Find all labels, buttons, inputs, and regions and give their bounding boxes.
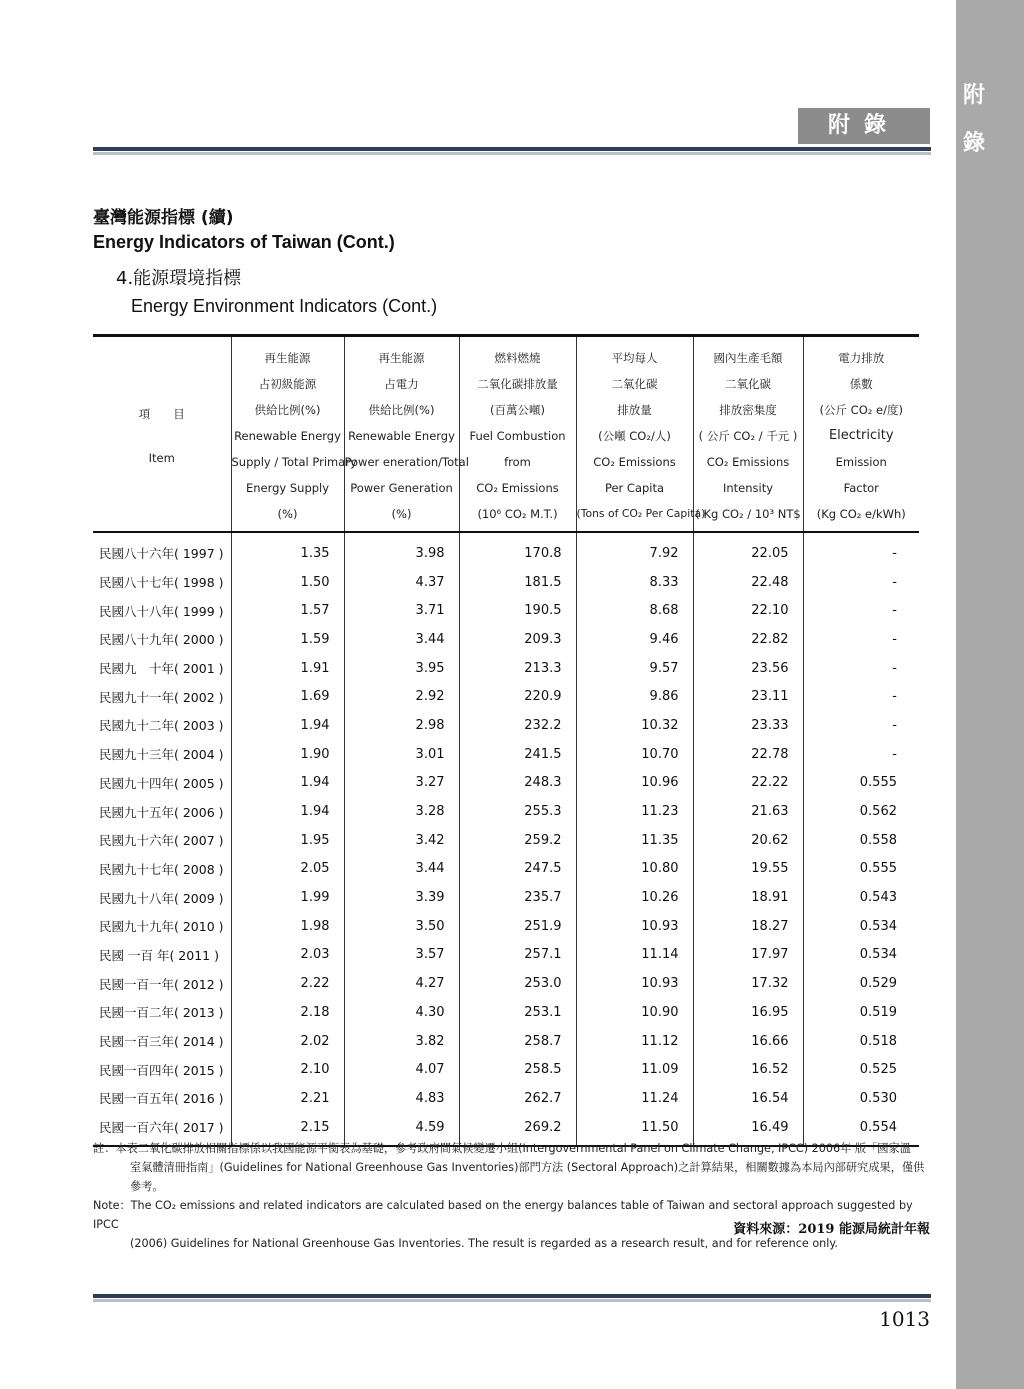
row-value-col-6: 0.558	[803, 826, 919, 855]
row-value-col-2: 3.98	[344, 532, 459, 568]
row-value-col-5: 18.27	[693, 912, 803, 941]
row-value-col-1: 2.15	[231, 1113, 344, 1147]
row-value-col-2: 3.27	[344, 769, 459, 798]
row-value-col-3: 190.5	[459, 596, 576, 625]
row-value-col-5: 16.95	[693, 998, 803, 1027]
header-col-3: 燃料燃燒 二氧化碳排放量 (百萬公噸) Fuel Combustion from CO₂ Emissions (10⁶ CO₂ M.T.)	[459, 336, 576, 533]
row-value-col-3: 248.3	[459, 769, 576, 798]
row-value-col-4: 11.14	[576, 941, 693, 970]
header-col-5: 國內生產毛額 二氧化碳 排放密集度 ( 公斤 CO₂ / 千元 ) CO₂ Emissions Intensity ( Kg CO₂ / 10³ NT$	[693, 336, 803, 533]
row-value-col-5: 20.62	[693, 826, 803, 855]
row-value-col-2: 3.01	[344, 740, 459, 769]
row-value-col-3: 241.5	[459, 740, 576, 769]
table-row	[93, 740, 919, 769]
row-item-label: 民國九十五年( 2006 )	[99, 804, 224, 820]
row-value-col-2: 4.30	[344, 998, 459, 1027]
row-value-col-1: 1.95	[231, 826, 344, 855]
row-value-col-6: -	[803, 532, 919, 568]
row-value-col-1: 2.02	[231, 1027, 344, 1056]
row-value-col-6: -	[803, 654, 919, 683]
row-item-label: 民國一百三年( 2014 )	[99, 1034, 224, 1050]
header-col-6: 電力排放 係數 (公斤 CO₂ e/度) Electricity Emission Factor (Kg CO₂ e/kWh)	[803, 336, 919, 533]
row-value-col-3: 209.3	[459, 625, 576, 654]
row-value-col-6: 0.562	[803, 797, 919, 826]
row-value-col-1: 1.35	[231, 532, 344, 568]
row-value-col-4: 10.93	[576, 912, 693, 941]
row-value-col-2: 2.92	[344, 682, 459, 711]
row-value-col-6: 0.554	[803, 1113, 919, 1147]
row-value-col-6: 0.519	[803, 998, 919, 1027]
table-row	[93, 912, 919, 941]
header-item-en: Item	[148, 451, 175, 465]
row-value-col-3: 213.3	[459, 654, 576, 683]
row-value-col-5: 17.97	[693, 941, 803, 970]
indicator-table	[93, 334, 919, 1147]
row-value-col-5: 16.52	[693, 1055, 803, 1084]
row-value-col-6: -	[803, 625, 919, 654]
row-value-col-5: 16.54	[693, 1084, 803, 1113]
row-value-col-4: 8.33	[576, 568, 693, 597]
note-zh-line-1: 註：本表二氧化碳排放相關指標係以我國能源平衡表為基礎，參考政府間氣候變遷小組(Intergovernmental Panel on Climate Change, IPCC) 2006年 版「國家溫	[93, 1142, 911, 1155]
row-value-col-5: 23.56	[693, 654, 803, 683]
row-value-col-1: 1.94	[231, 711, 344, 740]
table-body	[93, 532, 919, 1146]
table-header-row	[93, 336, 919, 533]
row-value-col-4: 7.92	[576, 532, 693, 568]
row-value-col-5: 16.66	[693, 1027, 803, 1056]
row-item-label: 民國九十七年( 2008 )	[99, 861, 224, 877]
row-item-label: 民國八十九年( 2000 )	[99, 632, 224, 648]
side-section-label: 附錄	[962, 83, 985, 156]
row-value-col-5: 22.22	[693, 769, 803, 798]
row-value-col-5: 19.55	[693, 855, 803, 884]
table-row	[93, 855, 919, 884]
header-section-tab: 附錄	[798, 108, 930, 144]
table-row	[93, 769, 919, 798]
row-value-col-6: 0.555	[803, 769, 919, 798]
row-value-col-2: 2.98	[344, 711, 459, 740]
row-value-col-6: -	[803, 568, 919, 597]
subtitle-zh: 4.能源環境指標	[116, 268, 242, 289]
row-value-col-1: 1.50	[231, 568, 344, 597]
row-value-col-3: 235.7	[459, 883, 576, 912]
row-value-col-2: 3.44	[344, 855, 459, 884]
row-value-col-5: 16.49	[693, 1113, 803, 1147]
row-item-label: 民國九十三年( 2004 )	[99, 747, 224, 763]
row-value-col-3: 258.5	[459, 1055, 576, 1084]
row-value-col-5: 18.91	[693, 883, 803, 912]
indicator-table-container	[93, 334, 919, 1147]
row-value-col-1: 1.98	[231, 912, 344, 941]
row-item-label: 民國九 十年( 2001 )	[99, 661, 224, 677]
header-col-2: 再生能源 占電力 供給比例(%) Renewable Energy Power eneration/Total Power Generation (%)	[344, 336, 459, 533]
table-row	[93, 1084, 919, 1113]
row-value-col-1: 2.22	[231, 969, 344, 998]
row-value-col-5: 22.82	[693, 625, 803, 654]
row-value-col-1: 1.59	[231, 625, 344, 654]
row-value-col-4: 8.68	[576, 596, 693, 625]
row-value-col-2: 4.59	[344, 1113, 459, 1147]
row-value-col-3: 258.7	[459, 1027, 576, 1056]
row-item-label: 民國八十七年( 1998 )	[99, 575, 224, 591]
row-value-col-2: 4.83	[344, 1084, 459, 1113]
table-row	[93, 654, 919, 683]
row-item-label: 民國八十八年( 1999 )	[99, 603, 224, 619]
title-en: Energy Indicators of Taiwan (Cont.)	[93, 232, 395, 252]
row-value-col-1: 1.69	[231, 682, 344, 711]
row-value-col-1: 2.03	[231, 941, 344, 970]
table-row	[93, 711, 919, 740]
row-value-col-3: 259.2	[459, 826, 576, 855]
note-en-line-1: Note：The CO₂ emissions and related indicators are calculated based on the energy balances table of Taiwan and sectoral approach suggested by IPCC	[93, 1199, 913, 1231]
table-row	[93, 797, 919, 826]
row-value-col-5: 22.05	[693, 532, 803, 568]
row-value-col-4: 10.93	[576, 969, 693, 998]
side-strip	[956, 0, 1024, 1389]
row-value-col-4: 11.50	[576, 1113, 693, 1147]
row-value-col-4: 10.96	[576, 769, 693, 798]
row-value-col-5: 22.10	[693, 596, 803, 625]
row-value-col-1: 2.21	[231, 1084, 344, 1113]
row-value-col-2: 4.37	[344, 568, 459, 597]
row-item-label: 民國九十四年( 2005 )	[99, 775, 224, 791]
row-item-label: 民國九十九年( 2010 )	[99, 919, 224, 935]
row-value-col-6: -	[803, 682, 919, 711]
row-value-col-4: 10.32	[576, 711, 693, 740]
table-row	[93, 596, 919, 625]
row-value-col-1: 1.90	[231, 740, 344, 769]
row-value-col-4: 9.46	[576, 625, 693, 654]
table-row	[93, 969, 919, 998]
table-row	[93, 1027, 919, 1056]
header-col-1: 再生能源 占初級能源 供給比例(%) Renewable Energy Supply / Total Primary Energy Supply (%)	[231, 336, 344, 533]
data-source: 資料來源：2019 能源局統計年報	[733, 1222, 930, 1237]
row-value-col-1: 1.99	[231, 883, 344, 912]
row-value-col-6: 0.534	[803, 912, 919, 941]
row-item-label: 民國九十八年( 2009 )	[99, 890, 224, 906]
table-row	[93, 883, 919, 912]
row-value-col-6: 0.525	[803, 1055, 919, 1084]
row-item-label: 民國九十一年( 2002 )	[99, 689, 224, 705]
row-value-col-2: 3.57	[344, 941, 459, 970]
row-value-col-2: 3.82	[344, 1027, 459, 1056]
row-value-col-1: 1.57	[231, 596, 344, 625]
row-value-col-2: 3.28	[344, 797, 459, 826]
table-row	[93, 998, 919, 1027]
row-value-col-4: 11.12	[576, 1027, 693, 1056]
row-value-col-2: 3.44	[344, 625, 459, 654]
row-value-col-2: 3.39	[344, 883, 459, 912]
row-value-col-1: 1.94	[231, 797, 344, 826]
row-value-col-3: 269.2	[459, 1113, 576, 1147]
row-value-col-3: 253.1	[459, 998, 576, 1027]
row-value-col-3: 251.9	[459, 912, 576, 941]
row-item-label: 民國一百二年( 2013 )	[99, 1005, 224, 1021]
table-row	[93, 682, 919, 711]
row-value-col-2: 4.07	[344, 1055, 459, 1084]
row-value-col-4: 11.35	[576, 826, 693, 855]
row-value-col-3: 232.2	[459, 711, 576, 740]
row-value-col-4: 9.57	[576, 654, 693, 683]
row-value-col-4: 11.09	[576, 1055, 693, 1084]
row-value-col-1: 1.91	[231, 654, 344, 683]
row-item-label: 民國九十二年( 2003 )	[99, 718, 224, 734]
row-value-col-4: 10.26	[576, 883, 693, 912]
row-item-label: 民國一百四年( 2015 )	[99, 1062, 224, 1078]
footer-rule	[93, 1294, 931, 1298]
title-zh: 臺灣能源指標 (續)	[93, 208, 234, 228]
row-value-col-3: 253.0	[459, 969, 576, 998]
header-col-4: 平均每人 二氧化碳 排放量 (公噸 CO₂/人) CO₂ Emissions Per Capita (Tons of CO₂ Per Capita)	[576, 336, 693, 533]
row-value-col-5: 22.48	[693, 568, 803, 597]
table-row	[93, 826, 919, 855]
row-item-label: 民國九十六年( 2007 )	[99, 833, 224, 849]
row-value-col-6: -	[803, 740, 919, 769]
row-value-col-2: 3.50	[344, 912, 459, 941]
row-value-col-5: 22.78	[693, 740, 803, 769]
footer-rule-accent	[93, 1299, 931, 1302]
row-value-col-5: 21.63	[693, 797, 803, 826]
row-value-col-4: 11.24	[576, 1084, 693, 1113]
page-number: 1013	[879, 1307, 930, 1331]
note-en-line-2: (2006) Guidelines for National Greenhouse Gas Inventories. The result is regarded as a research result, and for reference only.	[130, 1237, 838, 1250]
row-value-col-4: 9.86	[576, 682, 693, 711]
header-rule-accent	[93, 152, 931, 155]
row-value-col-1: 1.94	[231, 769, 344, 798]
note-zh-line-2: 室氣體清冊指南」(Guidelines for National Greenhouse Gas Inventories)部門方法 (Sectoral Approach)之計算結果，相關數據為本局內部研究成果，僅供參考。	[130, 1161, 925, 1193]
header-rule	[93, 147, 931, 151]
row-value-col-5: 23.11	[693, 682, 803, 711]
row-value-col-2: 3.95	[344, 654, 459, 683]
row-value-col-4: 10.80	[576, 855, 693, 884]
row-value-col-6: 0.529	[803, 969, 919, 998]
header-item-zh: 項 目	[138, 407, 185, 421]
row-value-col-2: 3.42	[344, 826, 459, 855]
row-value-col-6: 0.555	[803, 855, 919, 884]
header-item	[93, 336, 231, 533]
row-value-col-3: 257.1	[459, 941, 576, 970]
row-value-col-4: 11.23	[576, 797, 693, 826]
row-value-col-2: 3.71	[344, 596, 459, 625]
row-value-col-3: 255.3	[459, 797, 576, 826]
row-value-col-3: 262.7	[459, 1084, 576, 1113]
row-value-col-1: 2.05	[231, 855, 344, 884]
row-value-col-6: 0.530	[803, 1084, 919, 1113]
row-item-label: 民國一百一年( 2012 )	[99, 976, 224, 992]
row-value-col-6: -	[803, 711, 919, 740]
row-value-col-4: 10.90	[576, 998, 693, 1027]
row-value-col-1: 2.18	[231, 998, 344, 1027]
row-value-col-6: 0.543	[803, 883, 919, 912]
row-value-col-5: 17.32	[693, 969, 803, 998]
table-row	[93, 1055, 919, 1084]
table-row	[93, 532, 919, 568]
table-row	[93, 625, 919, 654]
row-value-col-1: 2.10	[231, 1055, 344, 1084]
subtitle-en: Energy Environment Indicators (Cont.)	[131, 296, 438, 316]
row-value-col-6: -	[803, 596, 919, 625]
row-value-col-3: 220.9	[459, 682, 576, 711]
row-value-col-5: 23.33	[693, 711, 803, 740]
table-row	[93, 568, 919, 597]
row-value-col-3: 170.8	[459, 532, 576, 568]
table-row	[93, 941, 919, 970]
row-value-col-6: 0.518	[803, 1027, 919, 1056]
row-item-label: 民國一百五年( 2016 )	[99, 1091, 224, 1107]
row-value-col-3: 247.5	[459, 855, 576, 884]
row-value-col-4: 10.70	[576, 740, 693, 769]
row-item-label: 民國 一百 年( 2011 )	[99, 947, 219, 963]
row-item-label: 民國八十六年( 1997 )	[99, 546, 224, 562]
row-item-label: 民國一百六年( 2017 )	[99, 1120, 224, 1136]
row-value-col-6: 0.534	[803, 941, 919, 970]
row-value-col-3: 181.5	[459, 568, 576, 597]
row-value-col-2: 4.27	[344, 969, 459, 998]
